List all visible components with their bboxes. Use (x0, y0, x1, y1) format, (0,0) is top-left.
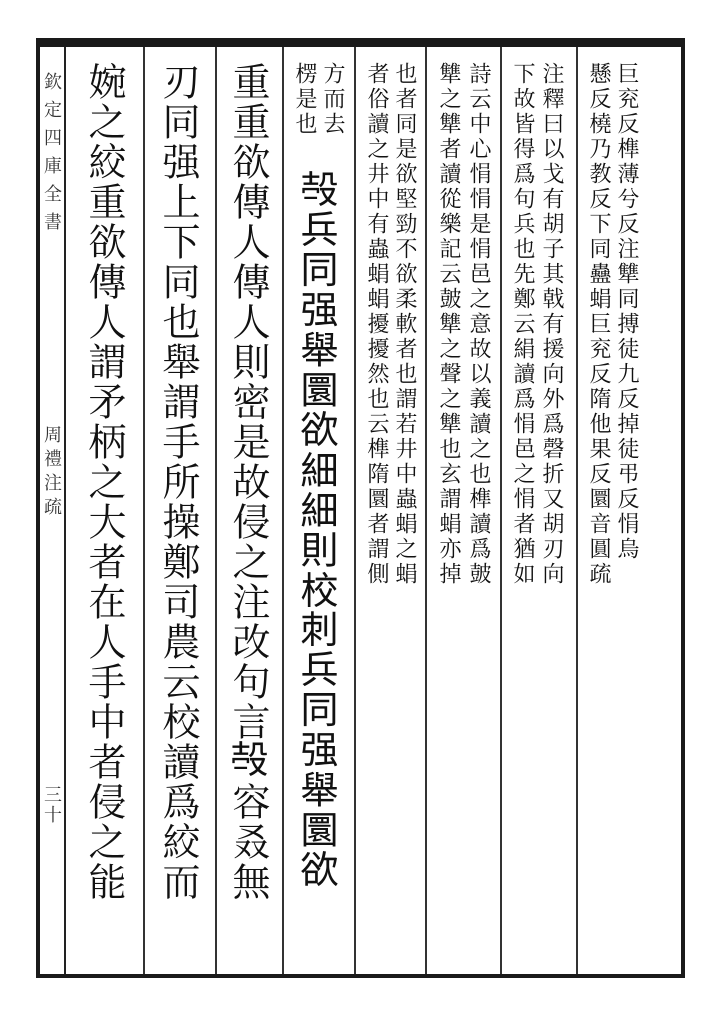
margin-rule (64, 47, 66, 974)
margin-page-number: 三十 (41, 785, 62, 825)
text-column-1: 巨兖反榫薄兮反注犨同搏徒九反掉徒弔反悁烏 (614, 62, 639, 562)
column-rule (282, 47, 284, 974)
text-column-7: 也者同是欲堅勁不欲柔軟者也謂若井中蟲蜎之蜎 (392, 62, 417, 587)
column-rule (576, 47, 578, 974)
text-column-2: 懸反橈乃教反下同蠱蜎巨兖反隋他果反圜音圓疏 (586, 62, 611, 587)
text-column-3: 注釋曰以戈有胡子其戟有援向外爲磬折又胡刃向 (539, 62, 564, 587)
text-column-8: 者俗讀之井中有蟲蜎蜎擾擾然也云榫隋圜者謂側 (364, 62, 389, 587)
text-column-12: 重重欲傳人傳人則密是故侵之注改句言𣪊容叒無 (226, 62, 270, 902)
column-rule (500, 47, 502, 974)
column-rule (425, 47, 427, 974)
text-column-11: 𣪊兵同强舉圜欲細細則校刺兵同强舉圜欲 (296, 172, 340, 892)
text-column-4: 下故皆得爲句兵也先鄭云絹讀爲悁邑之悁者猶如 (510, 62, 535, 587)
text-column-9: 方而去 (320, 62, 345, 137)
margin-book-title: 欽定四庫全書 (41, 72, 62, 240)
frame-top-border (36, 38, 684, 47)
text-column-10: 楞是也 (292, 62, 317, 137)
text-column-13: 刃同强上下同也舉謂手所操鄭司農云校讀爲絞而 (156, 62, 200, 902)
column-rule (215, 47, 217, 974)
margin-section-title: 周禮注疏 (41, 425, 62, 521)
text-column-14: 婉之絞重欲傳人謂矛柄之大者在人手中者侵之能 (82, 62, 126, 902)
column-rule (143, 47, 145, 974)
frame-bottom-border (36, 974, 684, 978)
text-column-6: 犨之犨者讀從樂記云皷犨之聲之犨也玄謂蜎亦掉 (436, 62, 461, 587)
column-rule (354, 47, 356, 974)
text-column-5: 詩云中心悁悁是悁邑之意故以義讀之也榫讀爲皷 (466, 62, 491, 587)
frame-right-border (681, 38, 685, 978)
